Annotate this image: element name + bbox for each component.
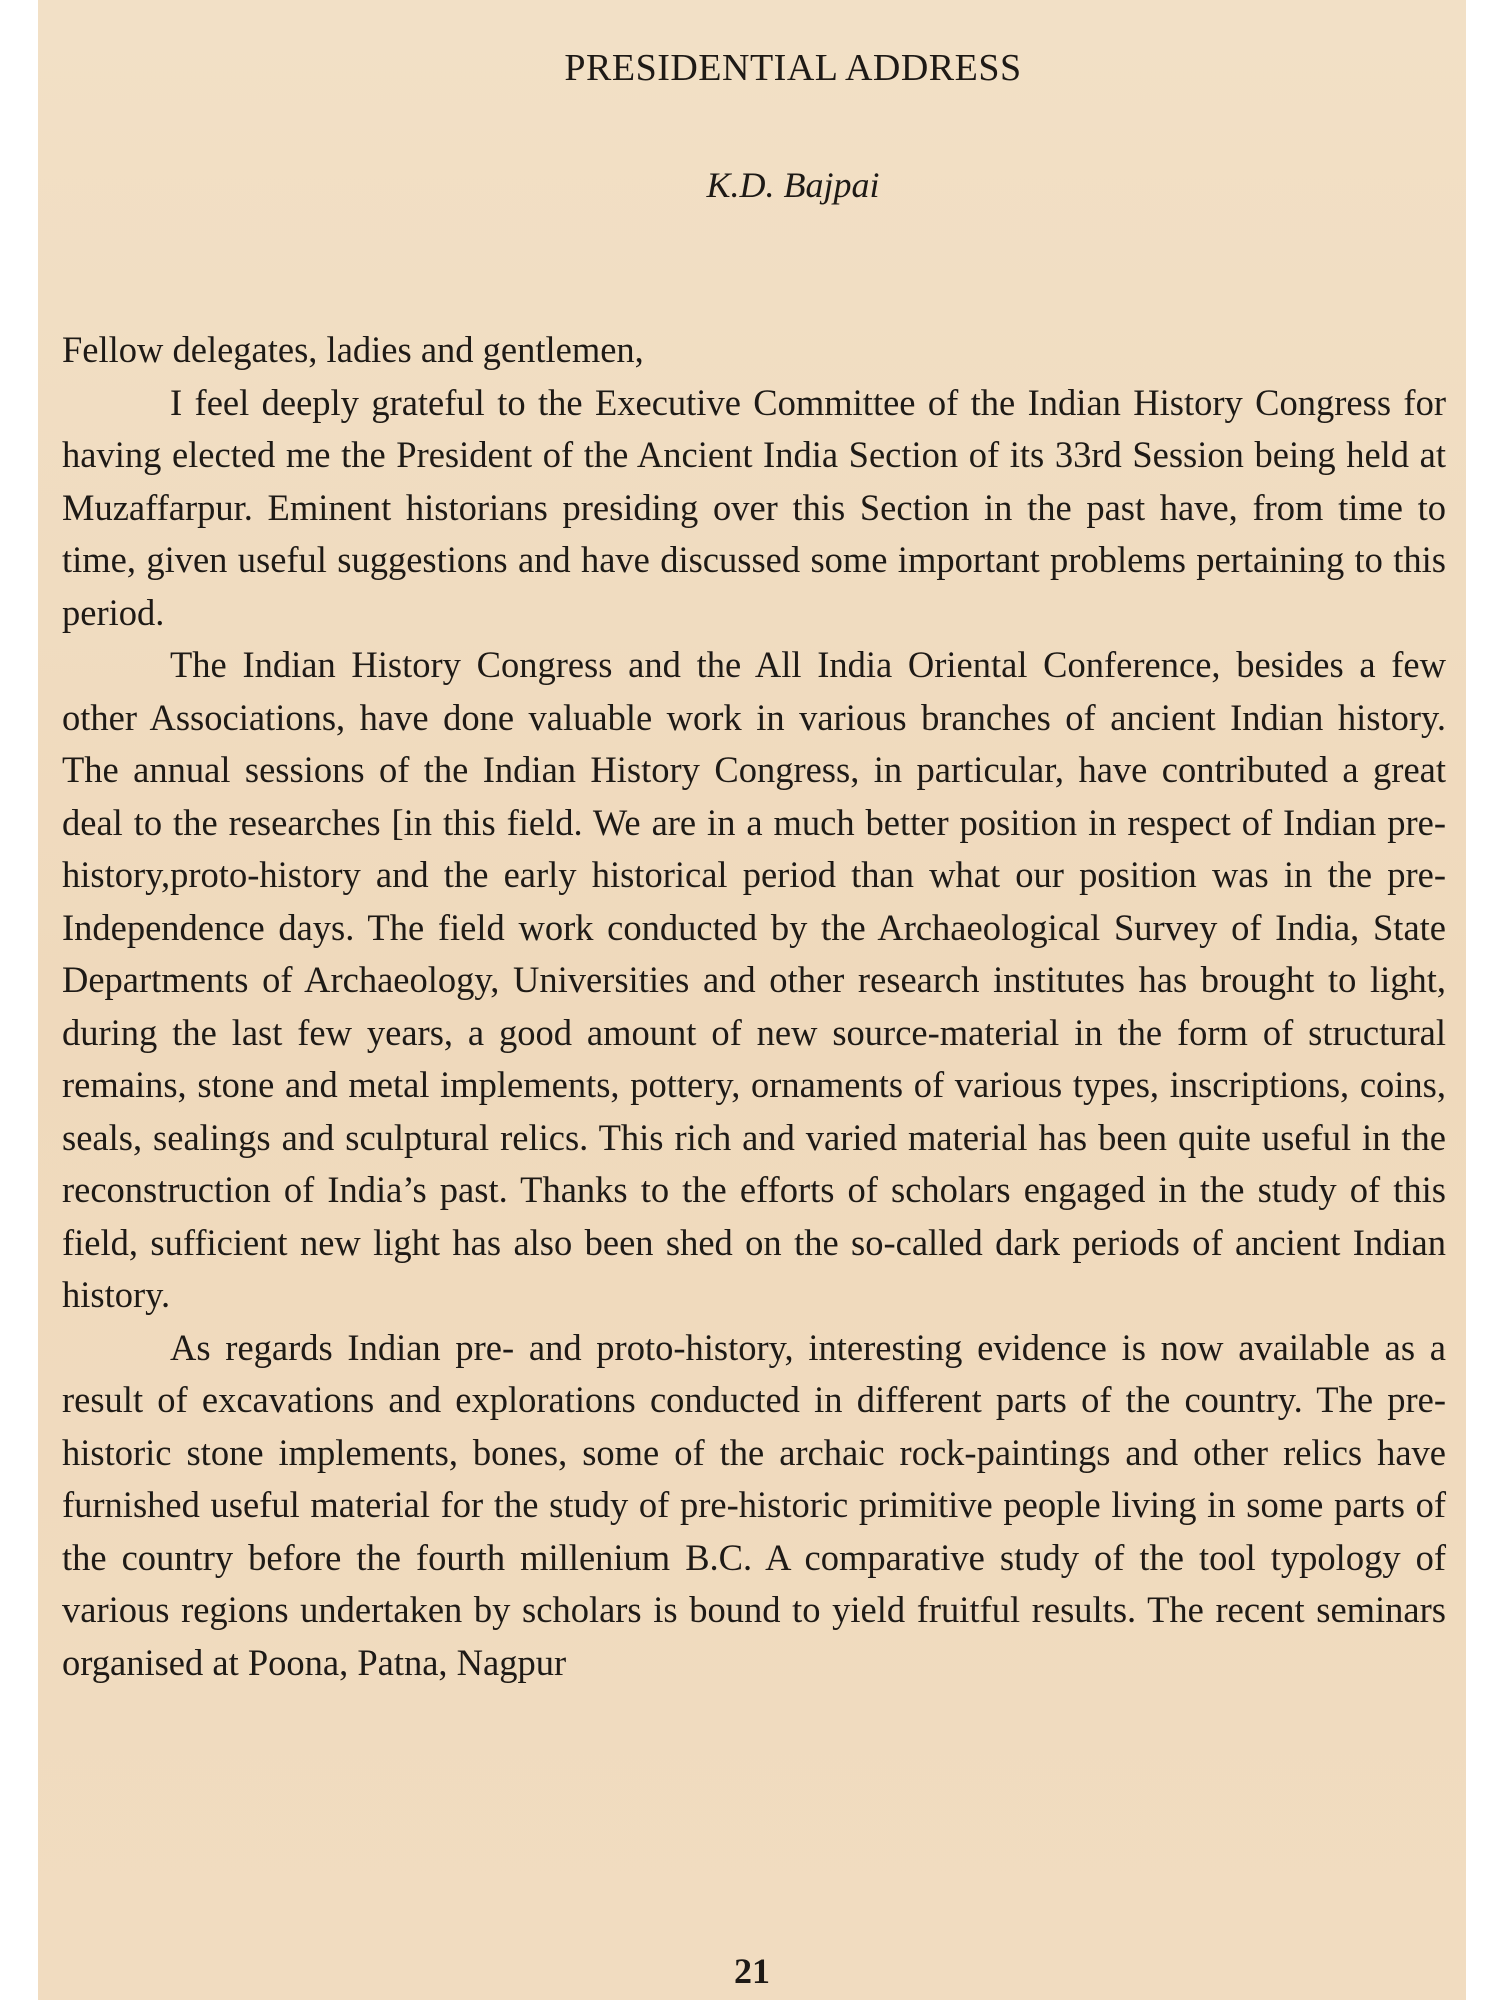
address-body [62, 324, 1446, 1689]
author-name: K.D. Bajpai [706, 165, 880, 205]
paragraph-3: As regards Indian pre- and proto-history, interesting evidence is now available as a result of excavations and explorations conducted in different parts of the country. The pre-historic stone implements, bones, some of the archaic rock-paintings and other relics have furnished useful material for the study of pre-historic primitive people living in some parts of the country before the fourth millenium B.C. A comparative study of the tool typology of various regions undertaken by scholars is bound to yield fruitful results. The recent seminars organised at Poona, Patna, Nagpur [62, 1326, 1446, 1683]
paragraph-2: The Indian History Congress and the All India Oriental Conference, besides a few other Associations, have done valuable work in various branches of ancient Indian history. The annual sessions of the Indian History Congress, in particular, have contributed a great deal to the researches [in this field. We are in a much better position in respect of Indian pre-history,proto-history and the early historical period than what our position was in the pre-Independence days. The field work conducted by the Archaeological Survey of India, State Departments of Archaeology, Universities and other research institutes has brought to light, during the last few years, a good amount of new source-material in the form of structural remains, stone and metal implements, pottery, ornaments of various types, inscriptions, coins, seals, sealings and sculptural relics. This rich and varied material has been quite useful in the reconstruction of India’s past. Thanks to the efforts of scholars engaged in the study of this field, sufficient new light has also been shed on the so-called dark periods of ancient Indian history. [62, 644, 1446, 1315]
page-number: 21 [734, 1951, 770, 1991]
salutation: Fellow delegates, ladies and gentlemen, [62, 329, 644, 370]
page-title: PRESIDENTIAL ADDRESS [564, 47, 1022, 89]
book-page [38, 0, 1466, 2000]
paragraph-1: I feel deeply grateful to the Executive Committee of the Indian History Congress for having elected me the President of the Ancient India Section of its 33rd Session being held at Muzaffarpur. Eminent historians presiding over this Section in the past have, from time to time, given useful suggestions and have discussed some important problems pertaining to this period. [62, 381, 1446, 633]
